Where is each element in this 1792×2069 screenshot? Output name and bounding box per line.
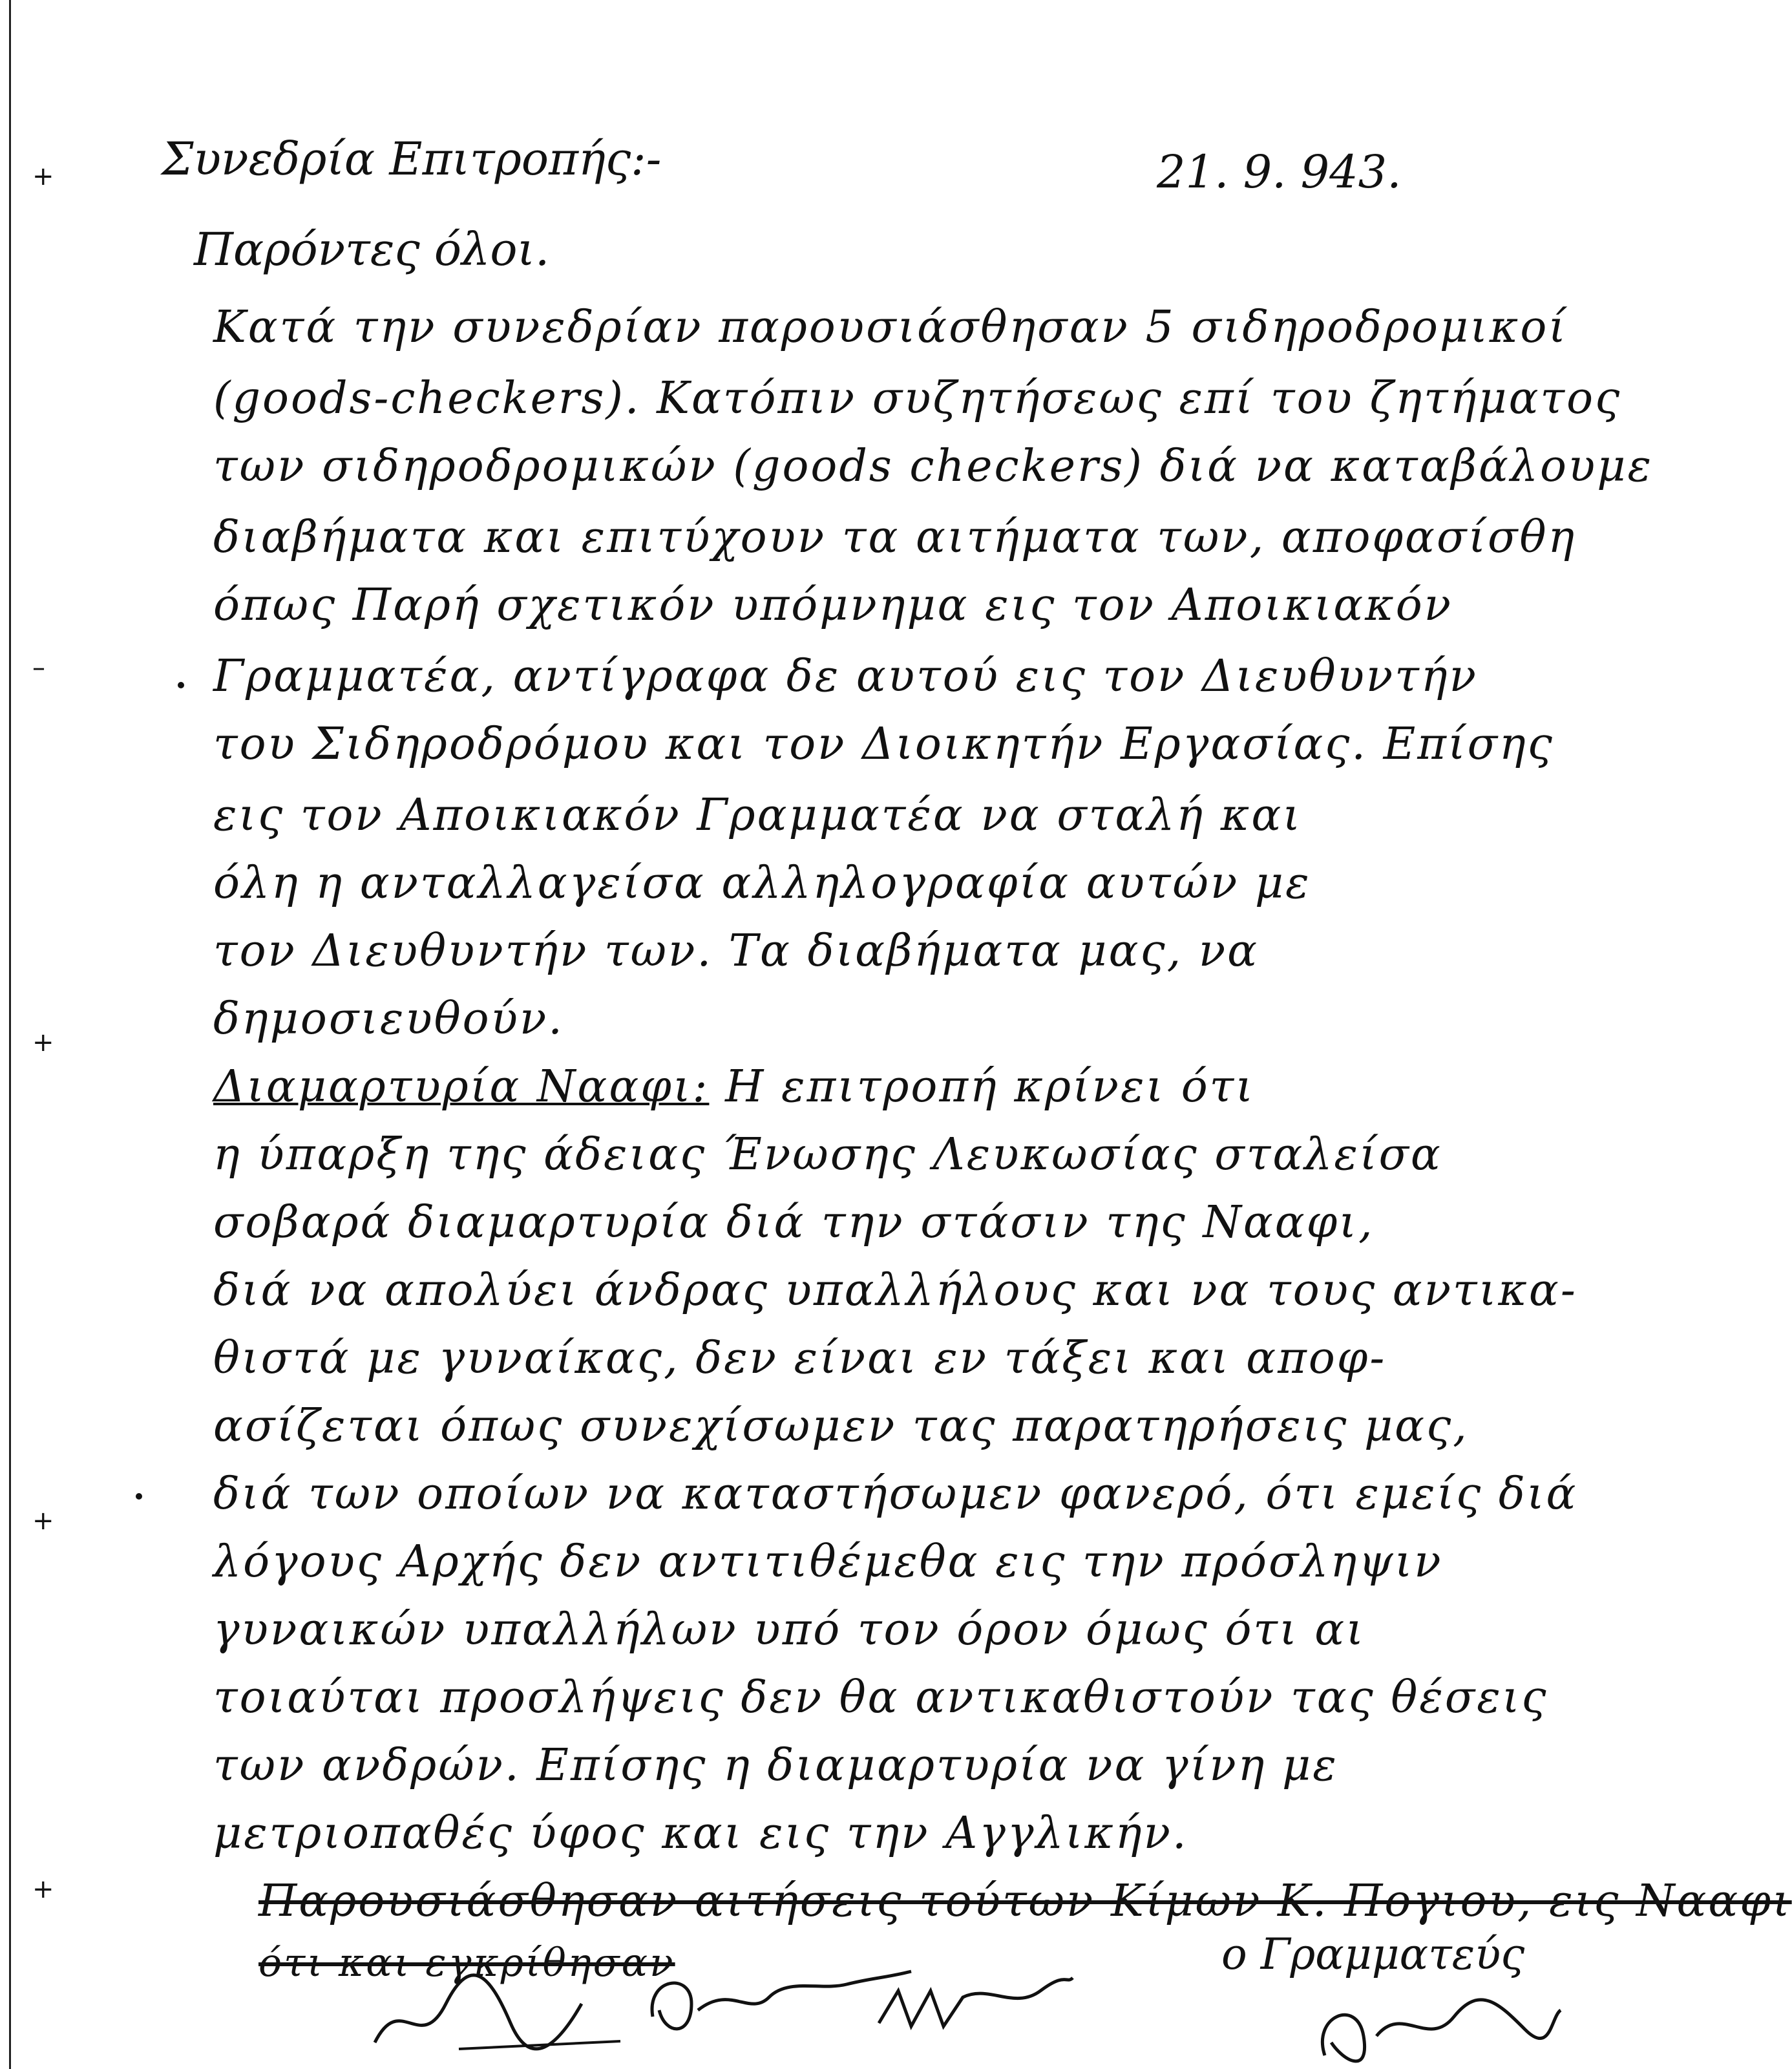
section-line: θιστά με γυναίκας, δεν είναι εν τάξει και αποφ- (213, 1333, 1387, 1384)
section-line: τοιαύται προσλήψεις δεν θα αντικαθιστούν τας θέσεις (213, 1672, 1548, 1723)
section-title: Διαμαρτυρία Νααφι: (213, 1061, 710, 1112)
section-line: ασίζεται όπως συνεχίσωμεν τας παρατηρήσεις μας, (213, 1401, 1469, 1452)
secretary-label: ο Γραμματεύς (1221, 1929, 1525, 1979)
body-line: του Σιδηροδρόμου και τον Διοικητήν Εργασίας. Επίσης (213, 719, 1554, 770)
body-line: τον Διευθυντήν των. Τα διαβήματα μας, να (213, 926, 1260, 977)
section-line: μετριοπαθές ύφος και εις την Αγγλικήν. (213, 1808, 1188, 1859)
margin-plus-mark: + (32, 1874, 54, 1904)
section-line: λόγους Αρχής δεν αντιτιθέμεθα εις την πρόσληψιν (213, 1536, 1443, 1587)
section-line: γυναικών υπαλλήλων υπό τον όρον όμως ότι αι (213, 1604, 1365, 1655)
left-margin-rule (9, 0, 11, 2069)
struck-line: ότι και εγκρίθησαν (258, 1940, 675, 1986)
signature-3 (872, 1965, 1079, 2042)
signature-area (0, 1965, 1603, 2069)
margin-plus-mark: + (32, 162, 54, 191)
section-line: διά να απολύει άνδρας υπαλλήλους και να τους αντικα- (213, 1265, 1577, 1316)
minutes-date: 21. 9. 943. (1157, 145, 1402, 198)
body-line: όπως Παρή σχετικόν υπόμνημα εις τον Αποικιακόν (213, 580, 1453, 631)
body-line: (goods-checkers). Κατόπιν συζητήσεως επί του ζητήματος (213, 373, 1622, 424)
margin-dot (136, 1493, 142, 1500)
signature-1 (362, 1965, 633, 2062)
body-line: διαβήματα και επιτύχουν τα αιτήματα των, αποφασίσθη (213, 512, 1577, 563)
body-line: των σιδηροδρομικών (goods checkers) διά να καταβάλουμε (213, 441, 1653, 492)
body-line: όλη η ανταλλαγείσα αλληλογραφία αυτών με (213, 858, 1311, 909)
attendance-line: Παρόντες όλοι. (194, 223, 550, 276)
struck-line: Παρουσιάσθησαν αιτήσεις τούτων Κίμων Κ. Πογιου, εις Νααφι (258, 1876, 1792, 1927)
section-line: διά των οποίων να καταστήσωμεν φανερό, ότι εμείς διά (213, 1469, 1578, 1520)
section-first-line-text: Η επιτροπή κρίνει ότι (725, 1061, 1255, 1112)
margin-plus-mark: + (32, 1028, 54, 1057)
body-line: Γραμματέα, αντίγραφα δε αυτού εις τον Διευθυντήν (213, 651, 1478, 702)
section-line: η ύπαρξη της άδειας Ένωσης Λευκωσίας σταλείσα (213, 1129, 1442, 1180)
body-line: εις τον Αποικιακόν Γραμματέα να σταλή και (213, 790, 1302, 841)
section-line: των ανδρών. Επίσης η διαμαρτυρία να γίνη με (213, 1740, 1338, 1791)
body-line: Κατά την συνεδρίαν παρουσιάσθησαν 5 σιδηροδρομικοί (213, 302, 1568, 353)
minutes-heading: Συνεδρία Επιτροπής:- (162, 133, 662, 186)
margin-plus-mark: + (32, 1506, 54, 1536)
margin-dash-mark: – (32, 653, 45, 683)
section-line: σοβαρά διαμαρτυρία διά την στάσιν της Νααφι, (213, 1197, 1375, 1248)
margin-dot (178, 682, 184, 688)
section-first-line (213, 1054, 1564, 1121)
signature-4 (1305, 1978, 1564, 2068)
body-line: δημοσιευθούν. (213, 993, 564, 1045)
